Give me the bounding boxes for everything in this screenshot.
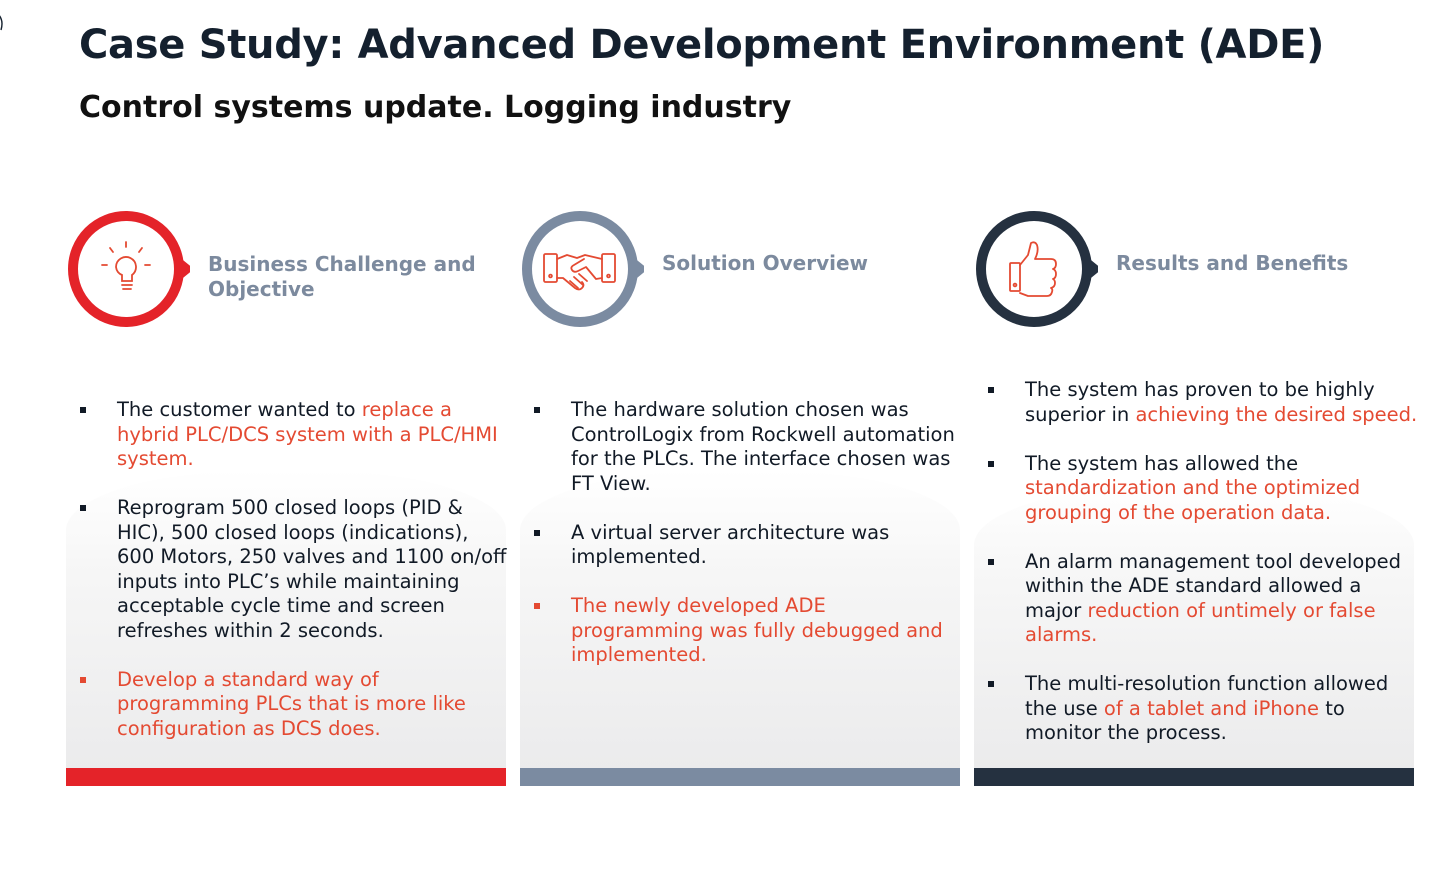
- bullet-list: [534, 398, 964, 692]
- bullet-highlight: of a tablet and iPhone: [1103, 696, 1320, 720]
- bullet-text: The customer wanted to: [117, 398, 362, 421]
- bullet-item: [534, 594, 964, 668]
- bullet-list: [988, 378, 1418, 770]
- bullet-item: [988, 672, 1418, 746]
- bullet-highlight: standardization and the optimized grouping of the operation data.: [1025, 476, 1361, 524]
- bullet-item: [80, 668, 510, 742]
- bullet-text: The system has allowed the: [1025, 451, 1299, 475]
- bullet-item: [988, 452, 1418, 526]
- bullet-item: [80, 496, 510, 643]
- bullet-list: [80, 398, 510, 766]
- page-subtitle: [79, 90, 791, 125]
- bullet-highlight: The newly developed ADE programming was fully debugged and implemented.: [571, 594, 943, 666]
- column-footer-bar: [974, 768, 1414, 786]
- column-business-challenge: [66, 200, 506, 790]
- bullet-item: [534, 521, 964, 570]
- bullet-text: Reprogram 500 closed loops (PID & HIC), 500 closed loops (indications), 600 Motors, 250 valves and 1100 on/off inputs into PLC’s while maintaining acceptable cycle time and screen refreshes within 2 seconds.: [117, 496, 507, 642]
- column-heading: Business Challenge and Objective: [208, 252, 476, 301]
- column-footer-bar: [520, 768, 960, 786]
- page-title: Case Study: Advanced Development Environment (ADE): [79, 22, 1325, 68]
- column-solution-overview: [520, 200, 960, 790]
- lightbulb-icon: [66, 205, 190, 329]
- bullet-text: The system has proven to be highly superior in: [1025, 378, 1375, 426]
- bullet-highlight: Develop a standard way of programming PLCs that is more like configuration as DCS does.: [117, 667, 466, 740]
- bullet-text: A virtual server architecture was implemented.: [571, 520, 890, 568]
- bullet-item: [988, 378, 1418, 427]
- subtitle-bold: Control systems update.: [79, 90, 494, 125]
- subtitle-rest: Logging industry: [493, 90, 792, 125]
- column-heading: Solution Overview: [662, 251, 868, 275]
- bullet-highlight: reduction of untimely or false alarms.: [1025, 598, 1376, 646]
- corner-mark-decoration: [0, 8, 8, 36]
- bullet-highlight: replace a hybrid PLC/DCS system with a PLC/HMI system.: [117, 398, 498, 470]
- column-results-benefits: [974, 200, 1418, 790]
- column-footer-bar: [66, 768, 506, 786]
- bullet-text: The hardware solution chosen was ControlLogix from Rockwell automation for the PLCs. The interface chosen was FT View.: [571, 398, 955, 495]
- bullet-item: [988, 550, 1418, 648]
- bullet-text-post: to monitor the process.: [1025, 696, 1345, 744]
- bullet-highlight: achieving the desired speed.: [1135, 402, 1418, 426]
- bullet-item: [80, 398, 510, 472]
- bullet-text: An alarm management tool developed within the ADE standard allowed a major: [1025, 549, 1402, 622]
- bullet-item: [534, 398, 964, 496]
- bullet-text: The multi-resolution function allowed the use: [1025, 672, 1389, 720]
- thumbs-up-icon: [974, 205, 1098, 329]
- handshake-icon: [520, 205, 644, 329]
- column-heading: Results and Benefits: [1116, 251, 1349, 275]
